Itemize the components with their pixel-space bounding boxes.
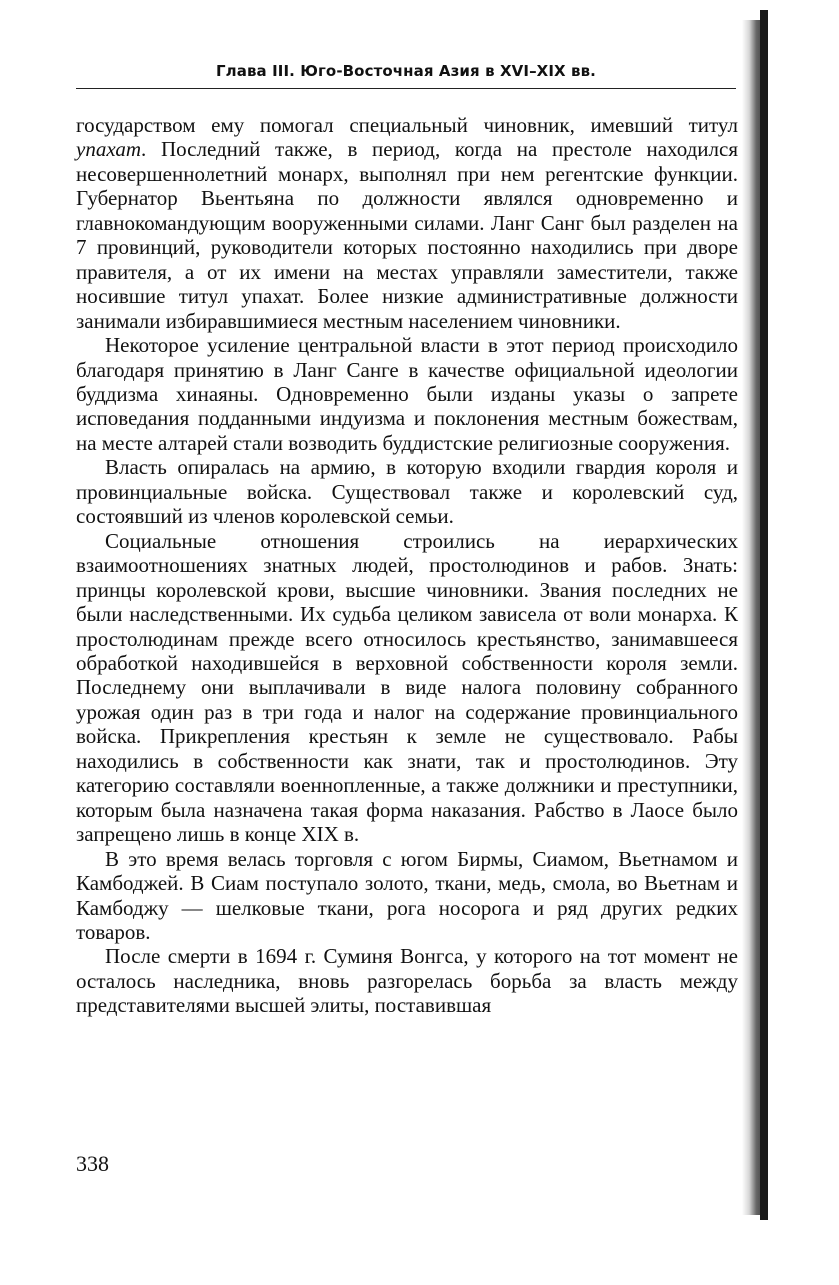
paragraph-1-start: государством ему помогал специальный чиновник, имевший титул xyxy=(76,113,738,137)
paragraph-4: Социальные отношения строились на иерархических взаимоотношениях знатных людей, простолюдинов и рабов. Знать: принцы королевской крови, высшие чиновники. Звания последних не были наследственными. Их судьба целиком зависела от воли монарха. К простолюдинам прежде всего относилось крестьянство, занимавшееся обработкой находившейся в верховной собственности короля земли. Последнему они выплачивали в виде налога половину собранного урожая один раз в три года и налог на содержание провинциального войска. Прикрепления крестьян к земле не существовало. Рабы находились в собственности как знати, так и простолюдинов. Эту категорию составляли военнопленные, а также должники и преступники, которым была назначена такая форма наказания. Рабство в Лаосе было запрещено лишь в конце XIX в. xyxy=(76,528,738,847)
paragraph-6: После смерти в 1694 г. Суминя Вонгса, у которого на тот момент не осталось наследника, вновь разгорелась борьба за власть между представителями высшей элиты, поставившая xyxy=(76,944,738,1018)
header-rule xyxy=(76,88,736,89)
body-text xyxy=(76,113,738,1018)
paragraph-1 xyxy=(76,113,738,333)
running-header: Глава III. Юго-Восточная Азия в XVI–XIX вв. xyxy=(216,62,596,80)
paragraph-3: Власть опиралась на армию, в которую входили гвардия короля и провинциальные войска. Существовал также и королевский суд, состоявший из членов королевской семьи. xyxy=(76,455,738,529)
paragraph-2: Некоторое усиление центральной власти в этот период происходило благодаря принятию в Ланг Санге в качестве официальной идеологии буддизма хинаяны. Одновременно были изданы указы о запрете исповедания подданными индуизма и поклонения местным божествам, на месте алтарей стали возводить буддистские религиозные сооружения. xyxy=(76,333,738,455)
scan-edge xyxy=(760,10,768,1220)
page-number: 338 xyxy=(76,1151,109,1176)
paragraph-1-rest: . Последний также, в период, когда на престоле находился несовершеннолетний монарх, выполнял при нем регентские функции. Губернатор Вьентьяна по должности являлся одновременно и главнокомандующим вооруженными силами. Ланг Санг был разделен на 7 провинций, руководители которых постоянно находились при дворе правителя, а от их имени на местах управляли заместители, также носившие титул упахат. Более низкие административные должности занимали избиравшимиеся местным населением чиновники. xyxy=(76,137,738,333)
term-upakhat: упахат xyxy=(76,137,142,162)
paragraph-5: В это время велась торговля с югом Бирмы, Сиамом, Вьетнамом и Камбоджей. В Сиам поступало золото, ткани, медь, смола, во Вьетнам и Камбоджу — шелковые ткани, рога носорога и ряд других редких товаров. xyxy=(76,846,738,944)
